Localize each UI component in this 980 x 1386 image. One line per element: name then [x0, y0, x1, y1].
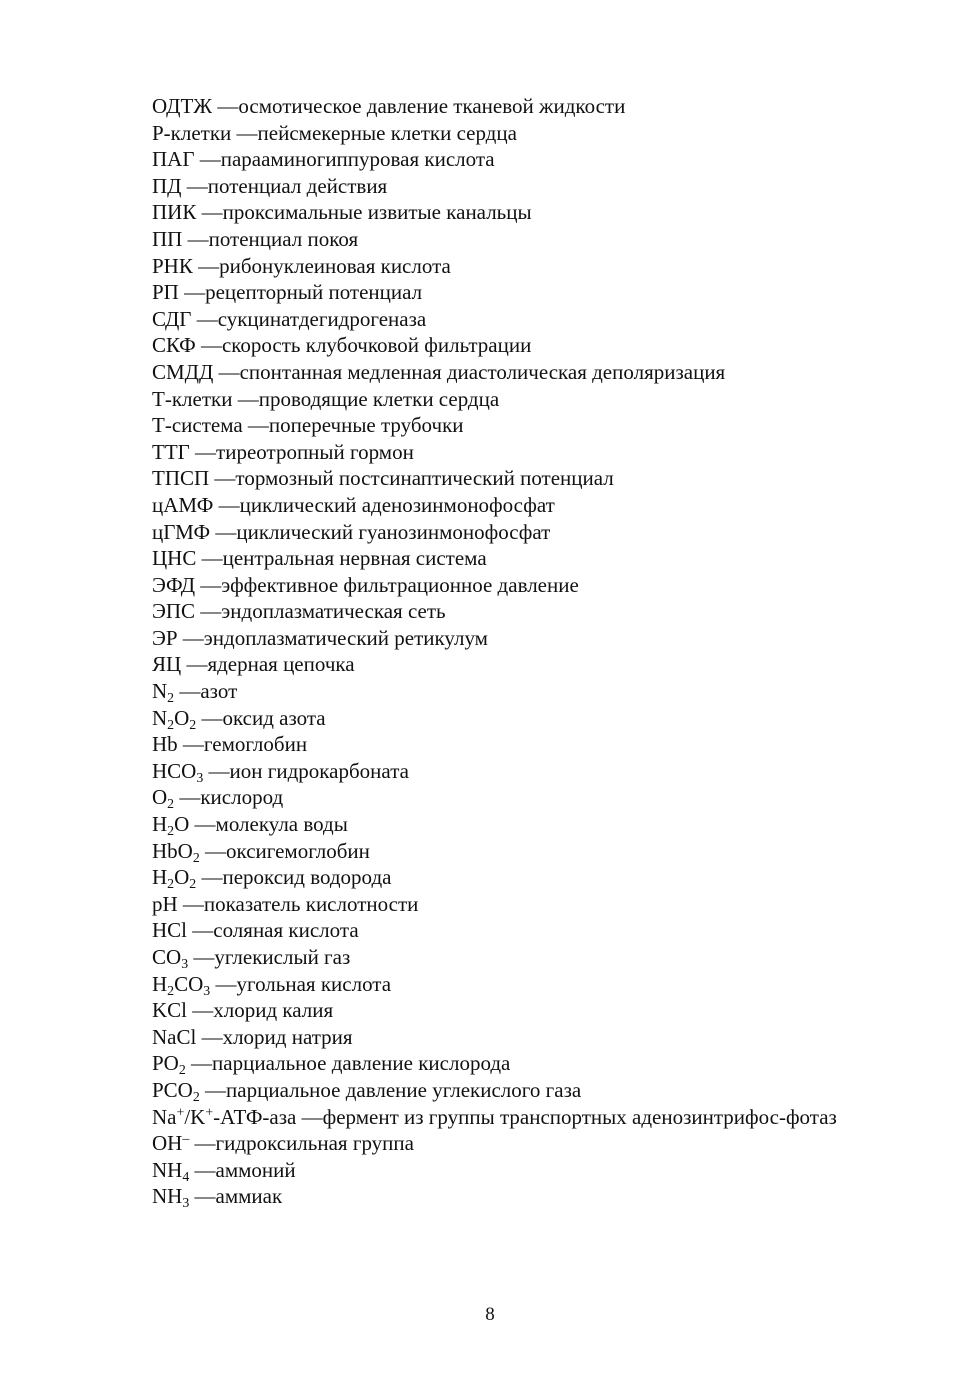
abbreviation-list: [94, 93, 888, 1210]
abbreviation-term: [152, 679, 174, 703]
abbreviation-definition: проксимальные извитые канальцы: [222, 200, 532, 225]
abbreviation-entry: [94, 625, 888, 652]
abbreviation-definition: тормозный постсинаптический потенциал: [235, 466, 614, 491]
abbreviation-entry: [94, 1157, 888, 1184]
abbreviation-term: цГМФ: [152, 519, 211, 544]
em-dash-separator: [178, 892, 204, 916]
abbreviation-term: [152, 1158, 189, 1182]
em-dash-separator: [196, 546, 222, 570]
abbreviation-entry: [94, 1130, 888, 1157]
abbreviation-term: СДГ: [152, 306, 192, 331]
em-dash-separator: [193, 254, 219, 278]
term-part: CO: [152, 945, 182, 969]
abbreviation-entry: [94, 412, 888, 439]
em-dash-separator: [179, 280, 205, 304]
abbreviation-entry: [94, 678, 888, 705]
abbreviation-entry: [94, 199, 888, 226]
abbreviation-entry: [94, 306, 888, 333]
abbreviation-term: Hb: [152, 732, 178, 757]
abbreviation-entry: [94, 705, 888, 732]
abbreviation-entry: [94, 997, 888, 1024]
em-dash-separator: [178, 626, 204, 650]
abbreviation-entry: [94, 386, 888, 413]
em-dash-separator: [212, 94, 238, 118]
subscript: 2: [167, 796, 175, 812]
abbreviation-term: ПП: [152, 226, 183, 251]
abbreviation-entry: [94, 1077, 888, 1104]
em-dash-separator: [213, 360, 239, 384]
abbreviation-entry: [94, 917, 888, 944]
abbreviation-entry: [94, 253, 888, 280]
abbreviation-term: ЭФД: [152, 572, 196, 597]
abbreviation-term: Т-система: [152, 413, 243, 438]
abbreviation-definition: ядерная цепочка: [207, 652, 355, 677]
em-dash-separator: [196, 1025, 222, 1049]
abbreviation-term: ЦНС: [152, 546, 197, 571]
em-dash-separator: [231, 121, 257, 145]
term-part: O: [174, 865, 190, 890]
abbreviation-entry: [94, 838, 888, 865]
em-dash-separator: [186, 1051, 212, 1075]
abbreviation-term: [152, 865, 197, 892]
abbreviation-entry: [94, 1050, 888, 1077]
abbreviation-entry: [94, 519, 888, 546]
em-dash-separator: [188, 945, 214, 969]
abbreviation-term: [152, 1051, 186, 1078]
abbreviation-definition: хлорид калия: [213, 998, 334, 1023]
abbreviation-term: [152, 812, 189, 836]
abbreviation-entry: [94, 173, 888, 200]
em-dash-separator: [182, 227, 208, 251]
abbreviation-term: РНК: [152, 253, 193, 278]
abbreviation-definition: циклический аденозинмонофосфат: [239, 492, 555, 517]
abbreviation-term: ПД: [152, 173, 182, 198]
abbreviation-definition: парциальное давление углекислого газа: [226, 1077, 582, 1102]
abbreviation-term: СКФ: [152, 333, 196, 358]
em-dash-separator: [210, 972, 236, 996]
abbreviation-definition: гемоглобин: [203, 732, 308, 757]
abbreviation-definition: поперечные трубочки: [268, 413, 464, 438]
term-part: O: [174, 812, 190, 837]
em-dash-separator: [196, 865, 222, 889]
abbreviation-term: ТПСП: [152, 466, 210, 491]
abbreviation-term: [152, 839, 200, 863]
abbreviation-definition: спонтанная медленная диастолическая деполяризация: [239, 359, 726, 384]
abbreviation-entry: [94, 359, 888, 386]
abbreviation-definition: гидроксильная группа: [215, 1131, 414, 1156]
term-part: PO: [152, 1051, 179, 1076]
term-part: H: [152, 971, 168, 996]
abbreviation-term: ОДТЖ: [152, 94, 213, 118]
term-part: HbO: [152, 838, 193, 863]
em-dash-separator: [189, 1184, 215, 1208]
em-dash-separator: [232, 387, 258, 411]
em-dash-separator: [189, 812, 215, 836]
superscript: +: [205, 1103, 214, 1119]
abbreviation-term: [152, 785, 175, 812]
subscript: 2: [178, 1062, 186, 1078]
subscript: 2: [167, 716, 175, 732]
em-dash-separator: [213, 493, 239, 517]
abbreviation-entry: [94, 651, 888, 678]
subscript: 3: [182, 1195, 190, 1211]
abbreviation-definition: парциальное давление кислорода: [212, 1051, 511, 1076]
abbreviation-term: [152, 1131, 189, 1155]
em-dash-separator: [187, 918, 213, 942]
abbreviation-definition: хлорид натрия: [222, 1024, 353, 1049]
term-part: NH: [152, 1157, 183, 1182]
abbreviation-entry: [94, 731, 888, 758]
subscript: 2: [189, 716, 197, 732]
abbreviation-entry: [94, 758, 888, 785]
abbreviation-term: ТТГ: [152, 439, 190, 464]
abbreviation-entry: [94, 492, 888, 519]
subscript: 2: [192, 1088, 200, 1104]
em-dash-separator: [178, 732, 204, 756]
abbreviation-term: [152, 759, 203, 783]
abbreviation-term: [152, 706, 196, 730]
term-part: N: [152, 705, 168, 730]
abbreviation-definition: осмотическое давление тканевой жидкости: [238, 94, 626, 118]
abbreviation-term: Р-клетки: [152, 120, 232, 145]
abbreviation-definition: соляная кислота: [213, 918, 359, 943]
abbreviation-entry: [94, 545, 888, 572]
abbreviation-entry: [94, 944, 888, 971]
abbreviation-definition: рибонуклеиновая кислота: [219, 253, 451, 278]
page-number: 8: [485, 1304, 495, 1325]
abbreviation-definition: эндоплазматический ретикулум: [203, 625, 488, 650]
abbreviation-entry: [94, 146, 888, 173]
abbreviation-entry: [94, 279, 888, 306]
abbreviation-entry: [94, 93, 888, 120]
subscript: 4: [182, 1168, 190, 1184]
em-dash-separator: [210, 520, 236, 544]
term-part: O: [174, 705, 190, 730]
abbreviation-definition: скорость клубочковой фильтрации: [221, 333, 532, 358]
abbreviation-term: СМДД: [152, 359, 214, 384]
abbreviation-entry: [94, 120, 888, 147]
abbreviation-definition: потенциал действия: [207, 173, 388, 198]
term-part: HCO: [152, 758, 197, 783]
abbreviation-term: [152, 945, 188, 969]
abbreviation-definition: тиреотропный гормон: [216, 439, 414, 464]
abbreviation-term: HCl: [152, 918, 188, 943]
abbreviation-term: ЭР: [152, 625, 178, 650]
superscript: +: [176, 1103, 185, 1119]
em-dash-separator: [200, 1078, 226, 1102]
em-dash-separator: [189, 1158, 215, 1182]
abbreviation-definition: циклический гуанозинмонофосфат: [236, 519, 551, 544]
abbreviation-definition: пероксид водорода: [222, 865, 392, 890]
abbreviation-term: [152, 1184, 190, 1211]
abbreviation-entry: [94, 226, 888, 253]
abbreviation-term: ЯЦ: [152, 652, 182, 677]
abbreviation-entry: [94, 891, 888, 918]
abbreviation-term: NaCl: [152, 1024, 197, 1049]
abbreviation-entry: [94, 439, 888, 466]
em-dash-separator: [203, 759, 229, 783]
abbreviation-entry: [94, 1183, 888, 1210]
term-part: H: [152, 812, 168, 837]
abbreviation-definition: аммоний: [215, 1157, 296, 1182]
abbreviation-definition: сукцинатдегидрогеназа: [217, 306, 427, 331]
term-part: NH: [152, 1184, 183, 1209]
abbreviation-term: ПИК: [152, 200, 197, 225]
abbreviation-definition: показатель кислотности: [203, 891, 419, 916]
em-dash-separator: [181, 652, 207, 676]
abbreviation-definition: оксигемоглобин: [226, 838, 370, 863]
abbreviation-definition: рецепторный потенциал: [205, 280, 423, 305]
abbreviation-entry: [94, 1024, 888, 1051]
abbreviation-definition: эндоплазматическая сеть: [221, 599, 446, 624]
abbreviation-term: цАМФ: [152, 492, 214, 517]
em-dash-separator: [190, 440, 216, 464]
em-dash-separator: [296, 1105, 322, 1129]
em-dash-separator: [200, 839, 226, 863]
abbreviation-term: [152, 1105, 296, 1129]
abbreviation-entry: [94, 1104, 888, 1131]
abbreviation-definition: азот: [200, 679, 238, 704]
abbreviation-definition: кислород: [200, 785, 284, 810]
abbreviation-definition: потенциал покоя: [208, 226, 359, 251]
term-part: -АТФ-аза: [213, 1104, 297, 1129]
abbreviation-entry: [94, 811, 888, 838]
abbreviation-entry: [94, 971, 888, 998]
abbreviation-term: РП: [152, 280, 179, 305]
em-dash-separator: [182, 174, 208, 198]
abbreviation-entry: [94, 784, 888, 811]
em-dash-separator: [194, 147, 220, 171]
abbreviation-term: Т-клетки: [152, 386, 233, 411]
abbreviation-term: [152, 972, 210, 996]
superscript: –: [182, 1130, 190, 1146]
em-dash-separator: [196, 200, 222, 224]
abbreviation-definition: углекислый газ: [214, 945, 351, 969]
em-dash-separator: [195, 573, 221, 597]
em-dash-separator: [174, 785, 200, 809]
em-dash-separator: [209, 466, 235, 490]
abbreviation-entry: [94, 598, 888, 625]
abbreviation-term: ПАГ: [152, 147, 195, 172]
em-dash-separator: [191, 307, 217, 331]
abbreviation-definition: центральная нервная система: [222, 546, 487, 571]
subscript: 2: [189, 876, 197, 892]
subscript: 2: [167, 876, 175, 892]
em-dash-separator: [189, 1131, 215, 1155]
term-part: OH: [152, 1131, 183, 1156]
abbreviation-term: ЭПС: [152, 599, 196, 624]
abbreviation-entry: [94, 465, 888, 492]
subscript: 2: [167, 822, 175, 838]
abbreviation-definition: аммиак: [215, 1184, 283, 1209]
abbreviation-definition: пейсмекерные клетки сердца: [257, 120, 517, 145]
abbreviation-definition: эффективное фильтрационное давление: [221, 572, 579, 597]
abbreviation-entry: [94, 864, 888, 891]
term-part: O: [152, 785, 168, 810]
term-part: Na: [152, 1104, 177, 1129]
em-dash-separator: [195, 599, 221, 623]
subscript: 3: [203, 982, 211, 998]
subscript: 2: [192, 849, 200, 865]
em-dash-separator: [243, 413, 269, 437]
abbreviation-entry: [94, 332, 888, 359]
abbreviation-definition: молекула воды: [215, 812, 348, 837]
subscript: 2: [167, 689, 175, 705]
term-part: N: [152, 679, 168, 704]
term-part: CO: [174, 971, 204, 996]
abbreviation-definition: угольная кислота: [236, 971, 392, 996]
term-part: /K: [184, 1104, 206, 1129]
abbreviation-definition: фермент из группы транспортных аденозинтрифос-фотаз: [322, 1104, 837, 1129]
term-part: PCO: [152, 1077, 193, 1102]
em-dash-separator: [174, 679, 200, 703]
subscript: 3: [181, 955, 189, 971]
abbreviation-definition: оксид азота: [222, 705, 326, 730]
abbreviation-entry: [94, 572, 888, 599]
abbreviation-term: pH: [152, 891, 178, 916]
term-part: H: [152, 865, 168, 890]
subscript: 3: [196, 769, 204, 785]
abbreviation-term: KCl: [152, 998, 188, 1023]
abbreviation-term: [152, 1078, 200, 1102]
em-dash-separator: [196, 706, 222, 730]
em-dash-separator: [196, 333, 222, 357]
abbreviation-definition: проводящие клетки сердца: [258, 386, 500, 411]
abbreviation-definition: ион гидрокарбоната: [229, 758, 409, 783]
abbreviation-definition: парааминогиппуровая кислота: [220, 147, 495, 172]
em-dash-separator: [187, 998, 213, 1022]
subscript: 2: [167, 982, 175, 998]
